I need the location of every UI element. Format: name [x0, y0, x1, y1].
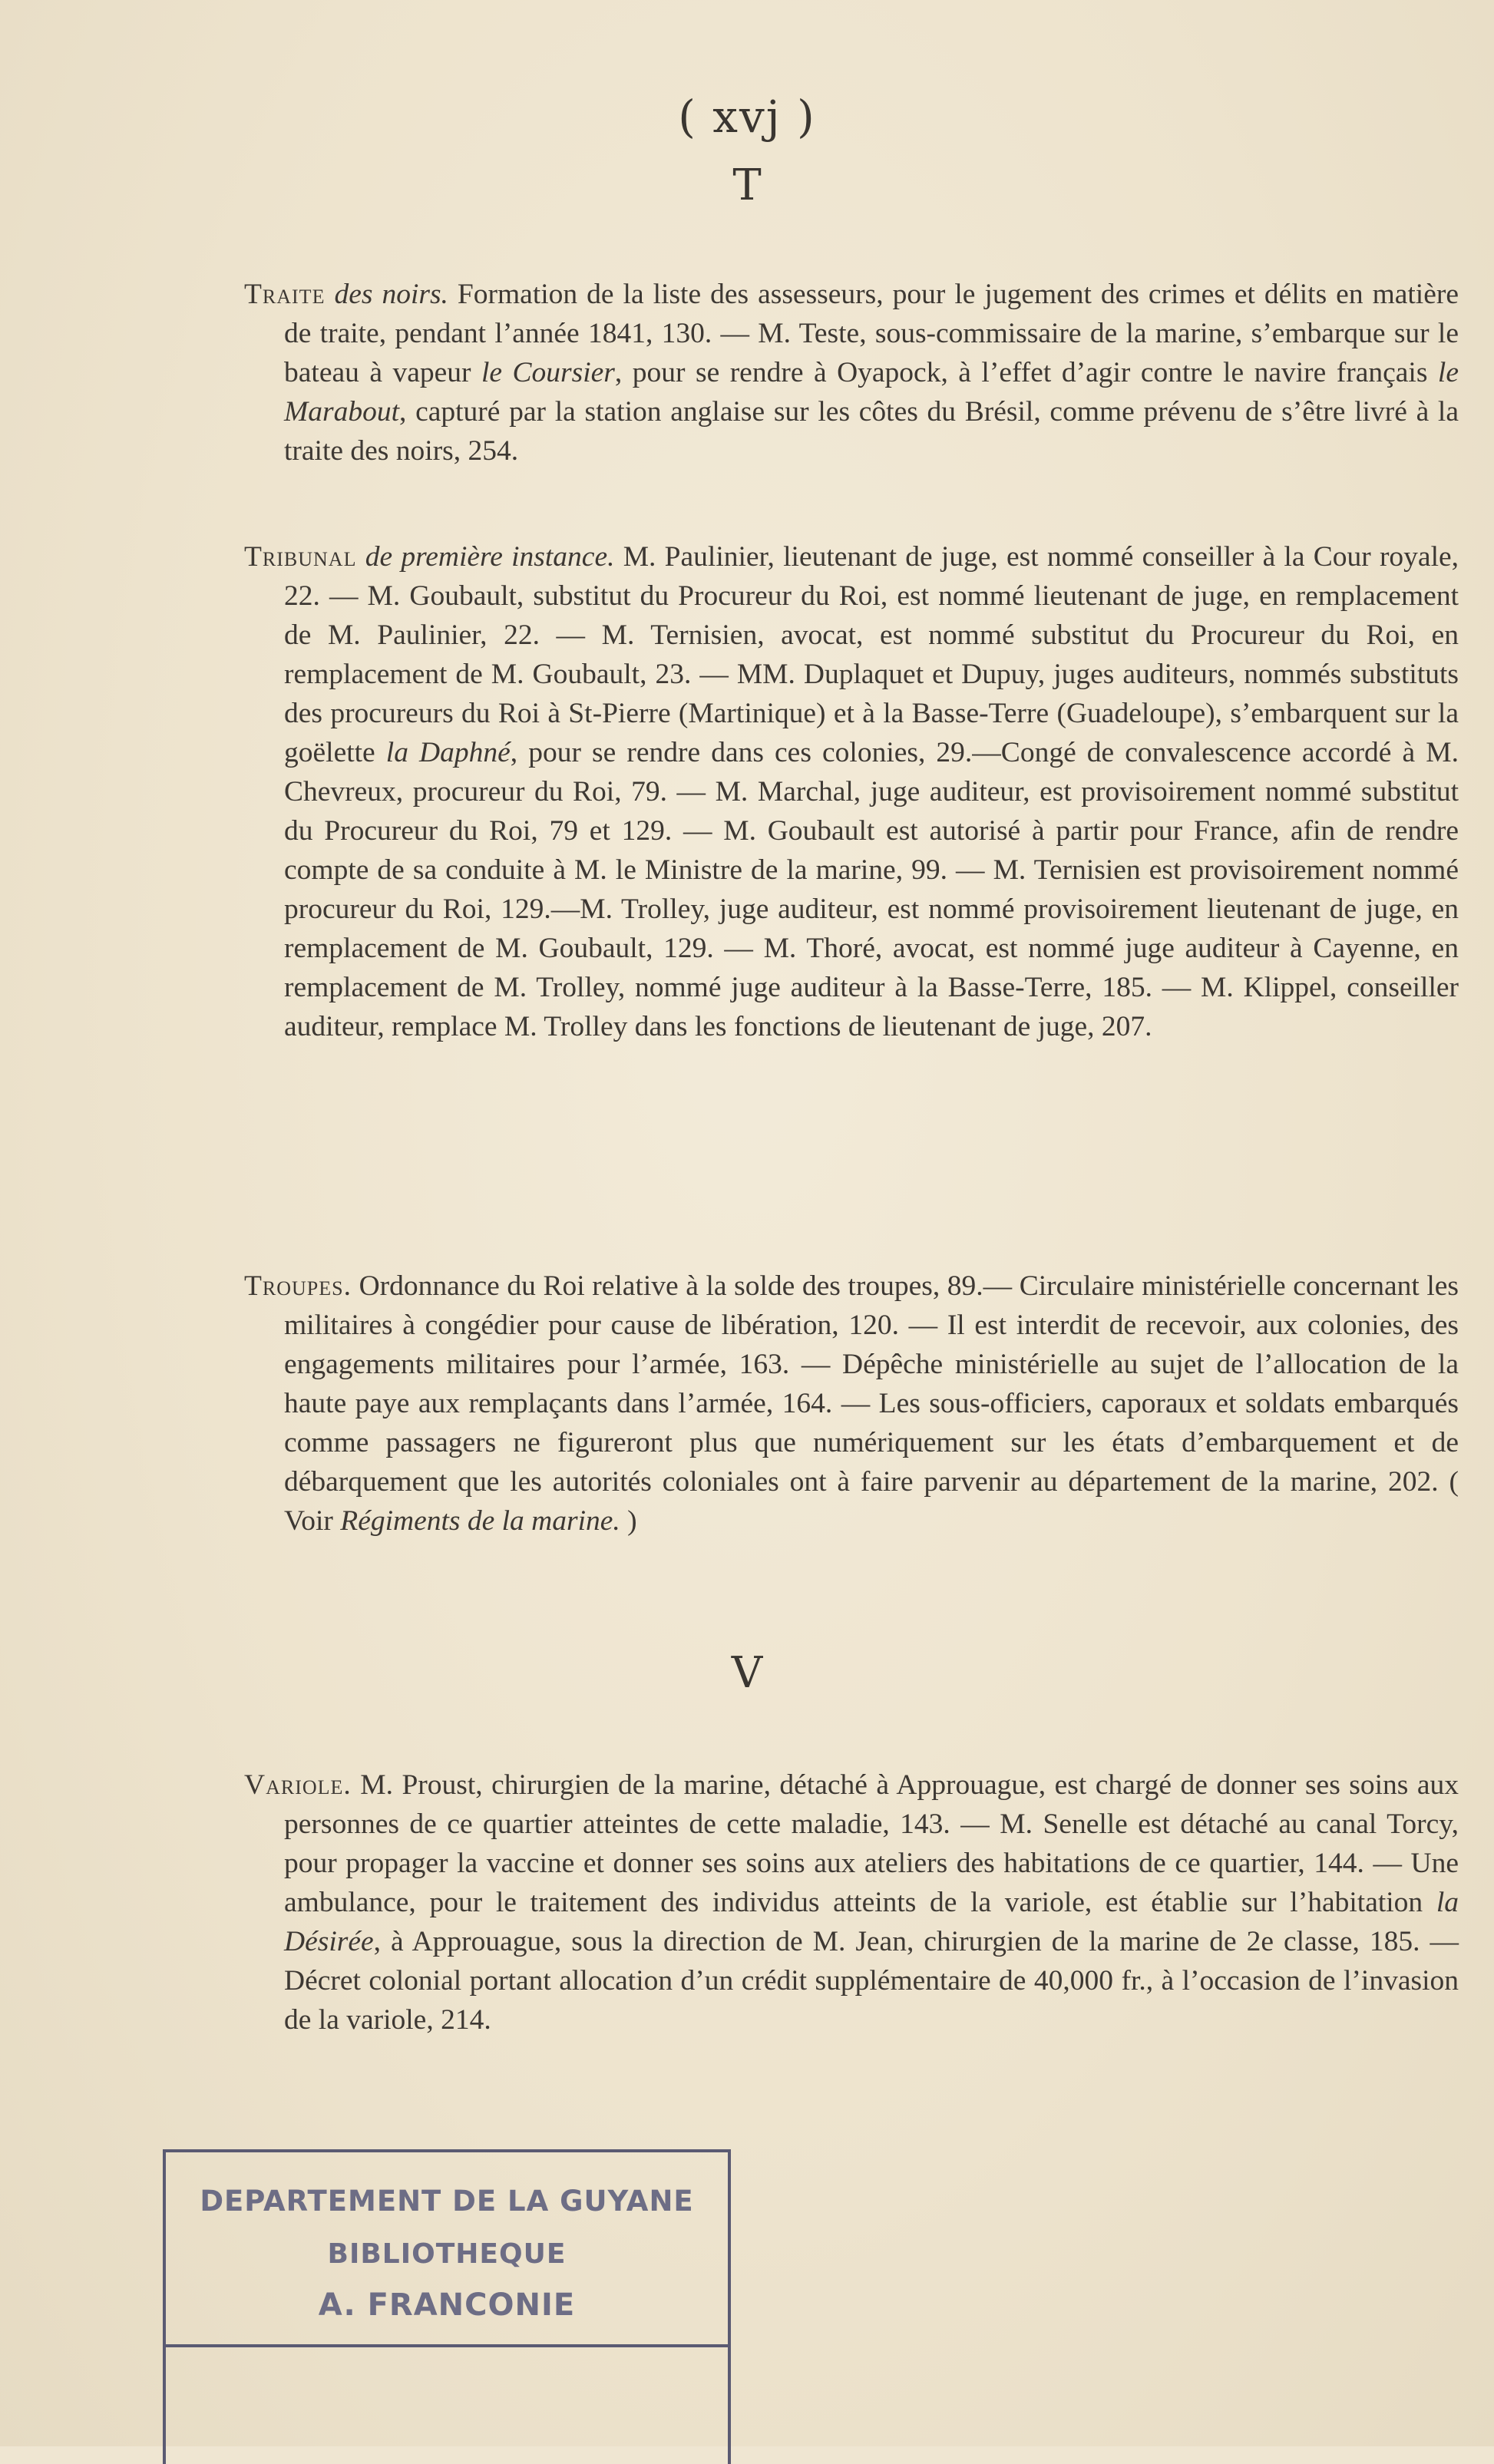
index-entry-variole — [244, 1765, 1459, 2040]
entry-text: , pour se rendre dans ces colonies, 29.—Congé de convalescence accordé à M. Chevreux, procureur du Roi, 79. — M. Marchal, juge auditeur, est provisoirement nommé substitut du Procureur du Roi, 79 et 129. — M. Goubault est autorisé à partir pour France, afin de rendre compte de sa conduite à M. le Ministre de la marine, 99. — M. Ternisien est provisoirement nommé procureur du Roi, 129.—M. Trolley, juge auditeur, est nommé provisoirement lieutenant de juge, en remplacement de M. Goubault, 129. — M. Thoré, avocat, est nommé juge auditeur à Cayenne, en remplacement de M. Trolley, nommé juge auditeur à la Basse-Terre, 185. — M. Klippel, conseiller auditeur, remplace M. Trolley dans les fonctions de lieutenant de juge, 207. — [284, 736, 1459, 1042]
page-number: ( xvj ) — [678, 91, 816, 143]
section-letter-t: T — [732, 160, 762, 210]
entry-subhead: de première instance. — [365, 540, 615, 573]
entry-text: M. Paulinier, lieutenant de juge, est nommé conseiller à la Cour royale, 22. — M. Goubault, substitut du Procureur du Roi, est nommé lieutenant de juge, en remplacement de M. Paulinier, 22. — M. Ternisien, avocat, est nommé substitut du Procureur du Roi, en remplacement de M. Goubault, 23. — MM. Duplaquet et Dupuy, juges auditeurs, nommés substituts des procureurs du Roi à St-Pierre (Martinique) et à la Basse-Terre (Guadeloupe), s’embarquent sur la goëlette — [284, 540, 1459, 768]
index-entry-tribunal — [244, 537, 1459, 1046]
entry-text: , à Approuague, sous la direction de M. Jean, chirurgien de la marine de 2e classe, 185. — Décret colonial portant allocation d’un crédit supplémentaire de 40,000 fr., à l’occasion de l’invasion de la variole, 214. — [284, 1925, 1459, 2036]
entry-headword: Troupes. — [244, 1270, 352, 1302]
entry-text: , pour se rendre à Oyapock, à l’effet d’agir contre le navire français — [614, 356, 1438, 388]
stamp-name: A. FRANCONIE — [318, 2287, 576, 2323]
index-entry-troupes — [244, 1267, 1459, 1541]
stamp-department: DEPARTEMENT DE LA GUYANE — [200, 2185, 694, 2218]
entry-subhead: des noirs. — [334, 278, 448, 310]
entry-text: ) — [620, 1504, 637, 1537]
entry-text: Formation de la liste des assesseurs, pour le jugement des crimes et délits en matière de traite, pendant l’année 1841, 130. — M. Teste, sous-commissaire de la marine, s’embarque sur le bateau à vapeur — [284, 278, 1459, 388]
entry-italic: la Daphné — [385, 736, 511, 768]
entry-text: M. Proust, chirurgien de la marine, détaché à Approuague, est chargé de donner ses soins aux personnes de ce quartier atteintes de cette maladie, 143. — M. Senelle est détaché au canal Torcy, pour propager la vaccine et donner ses soins aux ateliers des habitations de ce quartier, 144. — Une ambulance, pour le traitement des individus atteints de la variole, est établie sur l’habitation — [284, 1769, 1459, 1918]
entry-italic: le Marabout — [284, 356, 1459, 428]
entry-text: , capturé par la station anglaise sur les côtes du Brésil, comme prévenu de s’être livré à la traite des noirs, 254. — [284, 395, 1459, 467]
entry-italic: la Désirée — [284, 1886, 1459, 1957]
entry-text: Ordonnance du Roi relative à la solde des troupes, 89.— Circulaire ministérielle concernant les militaires à congédier pour cause de libération, 120. — Il est interdit de recevoir, aux colonies, des engagements militaires pour l’armée, 163. — Dépêche ministérielle au sujet de l’allocation de la haute paye aux remplaçants dans l’armée, 164. — Les sous-officiers, caporaux et soldats embarqués comme passagers ne figureront plus que numériquement sur les états d’embarquement et de débarquement que les autorités coloniales ont à faire parvenir au département de la marine, 202. ( Voir — [284, 1270, 1459, 1537]
stamp-library: BIBLIOTHEQUE — [327, 2238, 567, 2270]
library-stamp — [163, 2149, 731, 2464]
entry-headword: Traite — [244, 278, 326, 310]
index-entry-traite — [244, 275, 1459, 471]
stamp-divider — [166, 2344, 728, 2347]
section-letter-v: V — [731, 1648, 763, 1698]
entry-italic: Régiments de la marine. — [340, 1504, 620, 1537]
entry-headword: Tribunal — [244, 540, 357, 573]
entry-italic: le Coursier — [481, 356, 615, 388]
entry-headword: Variole. — [244, 1769, 352, 1801]
